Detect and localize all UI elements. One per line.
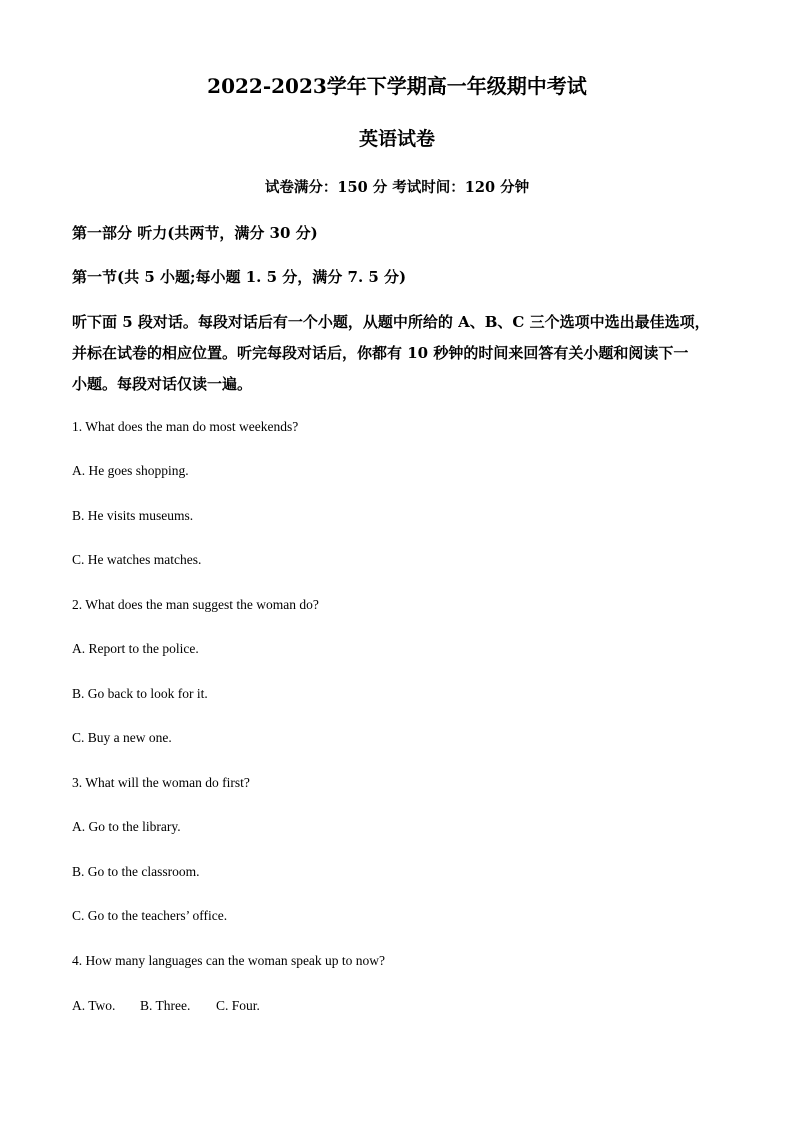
answer-option: B. He visits museums.	[72, 508, 194, 523]
answer-option: A. Report to the police.	[72, 641, 199, 656]
question-stem: 1. What does the man do most weekends?	[72, 419, 299, 434]
question-stem: 2. What does the man suggest the woman do?	[72, 597, 319, 612]
answer-option: C. Four.	[216, 998, 260, 1013]
question-stem: 3. What will the woman do first?	[72, 775, 250, 790]
exam-title: 2022-2023学年下学期高一年级期中考试	[207, 74, 587, 98]
instruction-line: 小题。每段对话仅读一遍。	[72, 375, 253, 393]
answer-option: A. Two.	[72, 998, 116, 1013]
answer-option: C. Go to the teachers’ office.	[72, 908, 228, 923]
instruction-line: 并标在试卷的相应位置。听完每段对话后，你都有 10 秒钟的时间来回答有关小题和阅读下一	[72, 344, 689, 362]
answer-options-row	[72, 998, 260, 1014]
answer-option: A. Go to the library.	[72, 819, 181, 834]
question-stem: 4. How many languages can the woman speak up to now?	[72, 953, 386, 968]
answer-option: B. Go back to look for it.	[72, 686, 208, 701]
section-heading: 第一节(共 5 小题;每小题 1. 5 分，满分 7. 5 分)	[72, 268, 407, 286]
answer-option: A. He goes shopping.	[72, 463, 189, 478]
answer-option: C. Buy a new one.	[72, 730, 172, 745]
answer-option: C. He watches matches.	[72, 552, 202, 567]
part-heading: 第一部分 听力(共两节，满分 30 分)	[72, 224, 318, 242]
exam-meta: 试卷满分：150 分 考试时间：120 分钟	[264, 179, 530, 196]
answer-option: B. Go to the classroom.	[72, 864, 200, 879]
answer-option: B. Three.	[140, 998, 191, 1013]
exam-subtitle: 英语试卷	[358, 128, 435, 150]
instruction-line: 听下面 5 段对话。每段对话后有一个小题，从题中所给的 A、B、C 三个选项中选出最佳选项，	[72, 313, 710, 331]
